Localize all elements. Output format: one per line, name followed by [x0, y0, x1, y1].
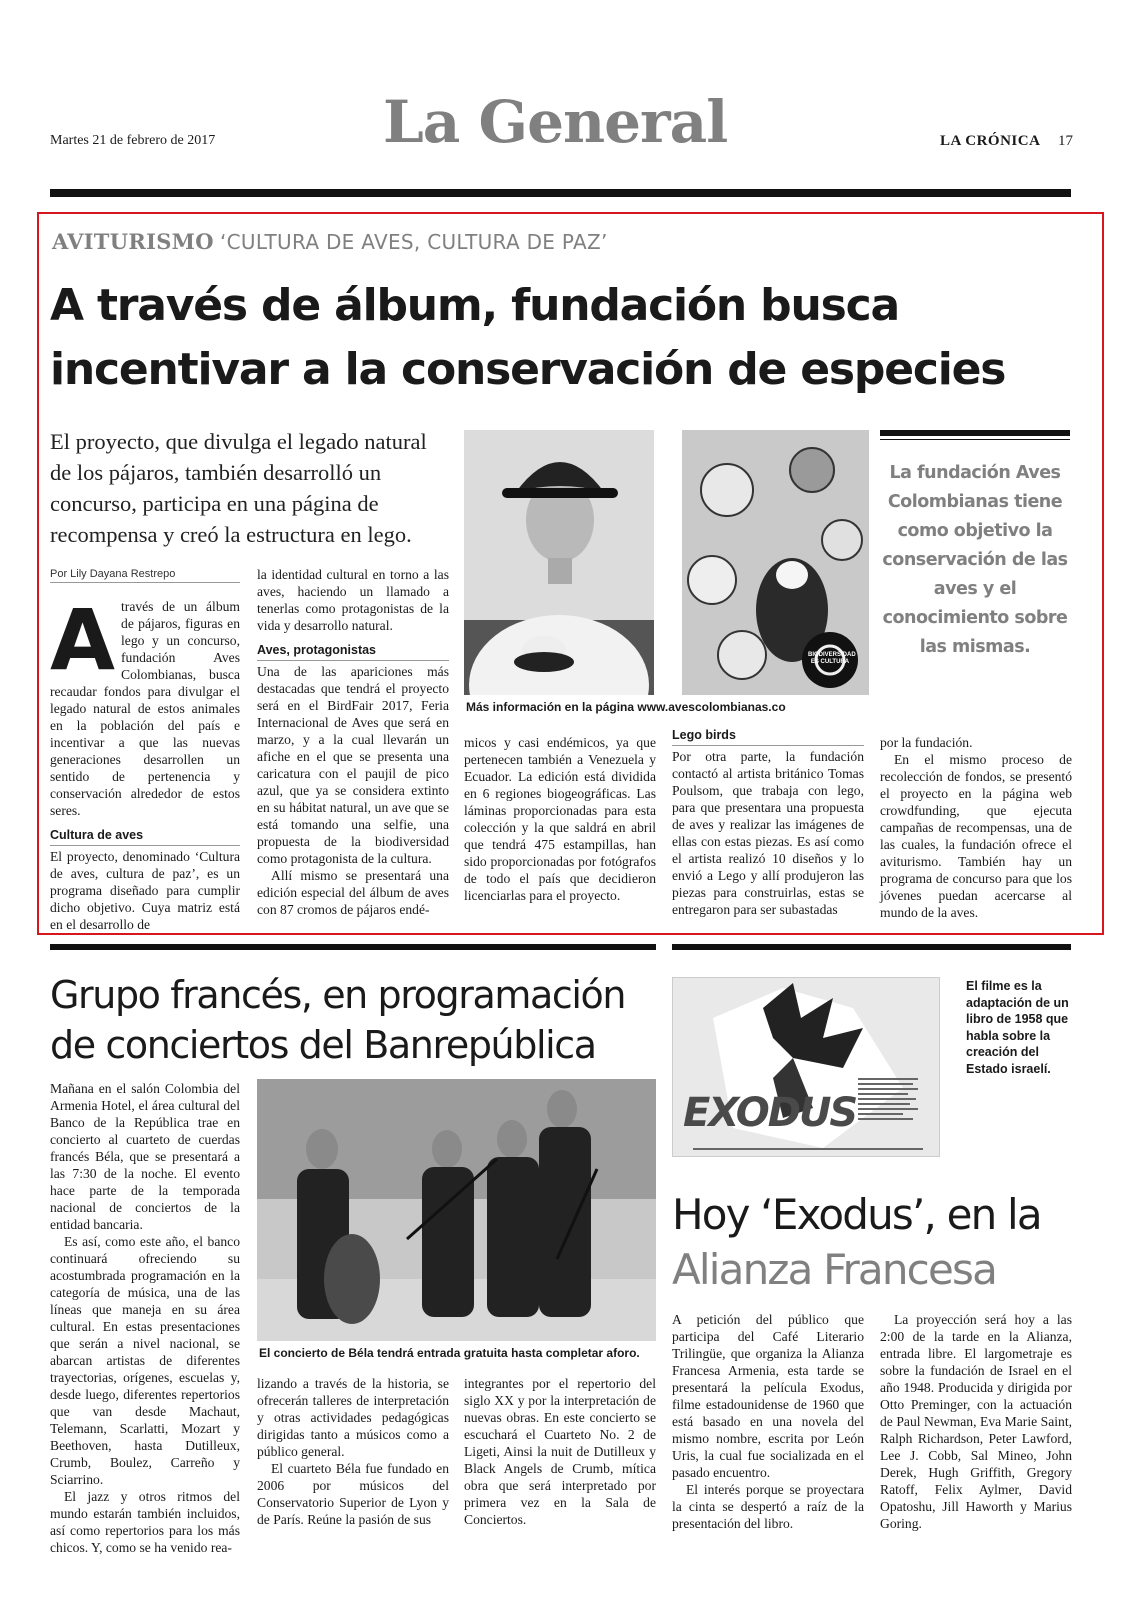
article2-column-1 — [50, 1080, 240, 1556]
article3-paragraph: El interés porque se proyectara la cinta se despertó a raíz de la presentación del libro. — [672, 1482, 864, 1531]
exodus-poster-title: EXODUS — [683, 1090, 857, 1136]
article1-column-5 — [880, 734, 1072, 921]
kicker-subtitle: ‘CULTURA DE AVES, CULTURA DE PAZ’ — [219, 230, 608, 254]
article3-paragraph: A petición del público que participa del Café Literario Trilingüe, que organiza la Alianza Francesa Armenia, esta tarde se presentará la película Exodus, filme estadounidense de 1960 que está basado en una novela del mismo nombre, escrita por León Uris, la cual fue socializada en el pasado encuentro. — [672, 1312, 864, 1480]
article3-headline-1: Hoy ‘Exodus’, en la — [672, 1190, 1041, 1239]
article2-column-2 — [257, 1375, 449, 1528]
pullquote-rule-thin — [880, 439, 1070, 440]
subhead-lego-birds: Lego birds — [672, 727, 864, 746]
subhead-aves-protagonistas: Aves, protagonistas — [257, 642, 449, 661]
newspaper-name: LA CRÓNICA — [940, 133, 1041, 149]
quartet-caption: El concierto de Béla tendrá entrada gratuita hasta completar aforo. — [259, 1346, 640, 1360]
article1-intro: través de un álbum de pájaros, figuras en lego y un concurso, fundación Aves Colombianas, busca recaudar fondos para divulgar el legado natural de estos animales en la población del país e incentivar a que las nuevas generaciones desarrollen un sentido de pertenencia y conservación alrededor de estos seres. — [50, 599, 240, 818]
article2-paragraph: El cuarteto Béla fue fundado en 2006 por músicos del Conservatorio Superior de Lyon y de París. Reúne la pasión de sus — [257, 1461, 449, 1527]
article2-paragraph: Mañana en el salón Colombia del Armenia Hotel, el área cultural del Banco de la República trae en concierto al cuarteto de cuerdas francés Béla, que se presentará a las 7:30 de la noche. El evento hace parte de la temporada nacional de conciertos de la entidad bancaria. — [50, 1081, 240, 1232]
article1-paragraph: Allí mismo se presentará una edición especial del álbum de aves con 87 cromos de pájaros endé- — [257, 868, 449, 917]
article2-paragraph: Es así, como este año, el banco continuará ofreciendo su acostumbrada programación en la categoría de música, una de las líneas que maneja en su área cultural. En estas presentaciones que serán a nivel nacional, se abarcan artistas de diferentes trayectorias, orígenes, escuelas y, desde luego, diferentes repertorios que van desde Machaut, Telemann, Scarlatti, Mozart y Beethoven, hasta Dutilleux, Crumb, Boulez, Carreño y Sciarrino. — [50, 1234, 240, 1487]
article1-column-4 — [672, 727, 864, 918]
article2-paragraph: lizando a través de la historia, se ofrecerán talleres de interpretación y otras actividades pedagógicas dirigidas tanto a músicos como a público general. — [257, 1376, 449, 1459]
section-rule-left — [50, 944, 656, 950]
portrait-illustration — [464, 430, 654, 695]
byline: Por Lily Dayana Restrepo — [50, 568, 240, 583]
lead: El proyecto, que divulga el legado natural de los pájaros, también desarrolló un concurso, participa en una página de recompensa y creó la estructura en lego. — [50, 429, 427, 547]
poster-biodiversidad — [682, 430, 869, 695]
article1-paragraph: El proyecto, denominado ‘Cultura de aves, cultura de paz’, es un programa diseñado para cumplir dicho objetivo. Cuya matriz está en el desarrollo de — [50, 849, 240, 932]
article2-paragraph: integrantes por el repertorio del siglo XX y por la interpretación de nuevas obras. En este concierto se escuchará el Cuarteto No. 2 de Ligeti, Ainsi la nuit de Dutilleux y Black Angels de Crumb, mítica obra que será interpretado por primera vez en la Sala de Conciertos. — [464, 1376, 656, 1527]
subhead-cultura-de-aves: Cultura de aves — [50, 827, 240, 846]
section-title: La General — [383, 88, 728, 156]
article3-headline-2: Alianza Francesa — [672, 1245, 997, 1294]
photo-portrait — [464, 430, 654, 695]
exodus-poster — [672, 977, 940, 1157]
headline-line-1: A través de álbum, fundación busca — [50, 280, 899, 331]
issue-date: Martes 21 de febrero de 2017 — [50, 133, 216, 148]
article2-headline-1: Grupo francés, en programación — [50, 973, 626, 1017]
header-rule — [50, 189, 1071, 197]
article1-paragraph: por la fundación. — [880, 735, 973, 750]
article3-paragraph: La proyección será hoy a las 2:00 de la tarde en la Alianza, entrada libre. El largometraje es sobre la fundación de Israel en el año 1948. Producida y dirigida por Otto Preminger, con la actuación de Paul Newman, Eva Marie Saint, Ralph Richardson, Peter Lawford, Lee J. Cobb, Sal Mineo, John Derek, Hugh Griffith, Gregory Ratoff, Felix Aylmer, David Opatoshu, Jill Haworth y Marius Goring. — [880, 1312, 1072, 1531]
quartet-illustration — [257, 1079, 656, 1341]
article1-column-1 — [50, 591, 240, 933]
kicker — [52, 229, 608, 255]
exodus-side-caption: El filme es la adaptación de un libro de 1958 que habla sobre la creación del Estado israelí. — [966, 979, 1069, 1076]
headline-line-2: incentivar a la conservación de especies — [50, 344, 1006, 395]
article1-column-3 — [464, 734, 656, 904]
article1-column-2 — [257, 566, 449, 918]
article1-paragraph: micos y casi endémicos, ya que pertenecen también a Venezuela y Ecuador. La edición está dividida en 6 regiones biogeográficas. Las láminas proporcionadas para esta colección y la que saldrá en abril que tendrá 475 estampillas, han sido proporcionadas por fotógrafos de todo el país que decidieron licenciarlas para el proyecto. — [464, 735, 656, 903]
article2-headline-2: de conciertos del Banrepública — [50, 1023, 596, 1067]
pullquote: La fundación Aves Colombianas tiene como objetivo la conservación de las aves y el conocimiento sobre las mismas. — [882, 463, 1068, 657]
article1-paragraph: Por otra parte, la fundación contactó al artista británico Tomas Poulsom, que trabaja con lego, para que presentara una propuesta de aves y realizar las imágenes de ellas con estas piezas. Es así como el artista realizó 10 diseños y lo envió a Lego y allí produjeron las piezas para construirlas, estas se entregaron para ser subastadas — [672, 749, 864, 917]
pullquote-rule — [880, 430, 1070, 436]
poster-badge-text: BIODIVERSIDAD ES CULTURA — [808, 652, 856, 665]
article2-paragraph: El jazz y otros ritmos del mundo estarán también incluidos, así como repertorios para los más chicos. Y, como se ha venido rea- — [50, 1489, 240, 1555]
article3-column-1 — [672, 1311, 864, 1532]
section-rule-right — [672, 944, 1071, 950]
article1-paragraph: Una de las apariciones más destacadas que tendrá el proyecto será en el BirdFair 2017, Feria Internacional de Aves que será en marzo, y a la cual llevarán un afiche en el que se presenta una caricatura con el paujil de pico azul, que ya se considera extinto en su hábitat natural, un ave que se está tomando una selfie, una propuesta de la biodiversidad como protagonista de la cultura. — [257, 664, 449, 866]
article2-column-3 — [464, 1375, 656, 1528]
article1-paragraph: En el mismo proceso de recolección de fondos, se presentó el proyecto en la página web crowdfunding, que ejecuta campañas de recompensas, una de las cuales, la fundación ofrece el aviturismo. También hay un programa de concurso para que los jóvenes puedan acercarse al mundo de la aves. — [880, 752, 1072, 920]
kicker-label: AVITURISMO — [52, 229, 214, 254]
photo-quartet — [257, 1079, 656, 1341]
photo-caption: Más información en la página www.avescolombianas.co — [466, 700, 786, 714]
page-number: 17 — [1058, 133, 1073, 149]
drop-cap: A — [50, 591, 116, 689]
article3-column-2 — [880, 1311, 1072, 1532]
article1-paragraph: la identidad cultural en torno a las aves, haciendo un llamado a tenerlas como protagonistas de la vida y desarrollo natural. — [257, 567, 449, 633]
